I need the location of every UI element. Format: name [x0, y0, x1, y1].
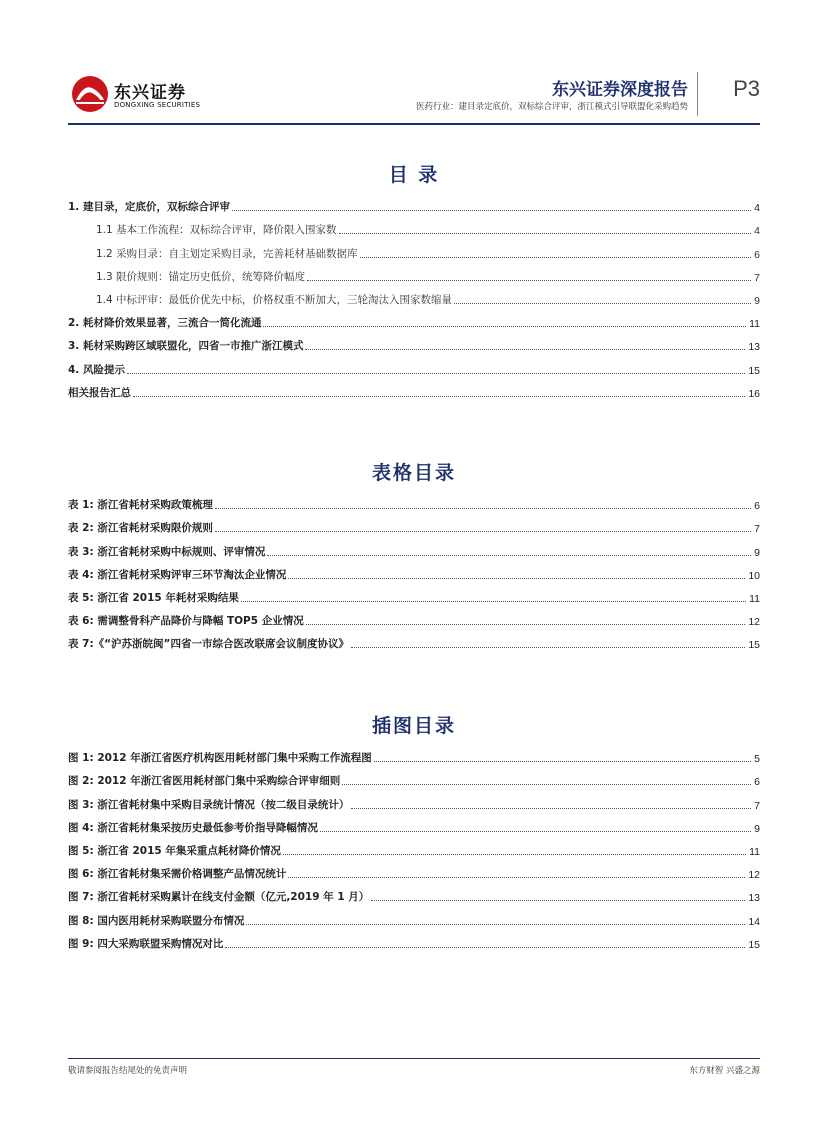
toc-entry-label: 1.1 基本工作流程：双标综合评审，降价限入围家数 — [96, 224, 337, 237]
dot-leader — [267, 555, 751, 556]
footer-slogan: 东方财智 兴盛之源 — [689, 1066, 760, 1076]
dot-leader — [241, 601, 746, 602]
figure-entry-label: 图 6: 浙江省耗材集采需价格调整产品情况统计 — [68, 868, 287, 881]
figures-toc-list — [68, 742, 760, 951]
table-entry[interactable] — [68, 559, 760, 582]
dot-leader — [127, 373, 745, 374]
dot-leader — [288, 578, 745, 579]
figure-entry-page-number: 7 — [754, 799, 760, 812]
table-entry[interactable] — [68, 535, 760, 558]
figure-entry-label: 图 3: 浙江省耗材集中采购目录统计情况（按二级目录统计） — [68, 798, 350, 811]
table-entry[interactable] — [68, 582, 760, 605]
toc-entry-label: 1.3 限价规则：锚定历史低价，统筹降价幅度 — [96, 270, 306, 283]
page-number: P3 — [733, 76, 760, 101]
header-rule — [68, 123, 760, 125]
table-entry-page-number: 11 — [749, 592, 760, 605]
figure-entry-page-number: 12 — [748, 869, 760, 882]
toc-entry-label: 1.2 采购目录：自主划定采购目录，完善耗材基础数据库 — [96, 247, 358, 260]
toc-entry[interactable] — [68, 261, 760, 284]
figure-entry-label: 图 4: 浙江省耗材集采按历史最低参考价指导降幅情况 — [68, 821, 318, 834]
figures-toc-title: 插图目录 — [371, 715, 456, 737]
toc-entry[interactable] — [68, 330, 760, 353]
table-entry[interactable] — [68, 512, 760, 535]
dot-leader — [305, 349, 745, 350]
toc-entry[interactable] — [68, 353, 760, 376]
dot-leader — [215, 508, 751, 509]
toc-entry-label: 2. 耗材降价效果显著，三流合一简化流通 — [68, 317, 262, 330]
toc-entry-page-number: 11 — [749, 318, 760, 331]
dot-leader — [371, 900, 745, 901]
figure-entry[interactable] — [68, 904, 760, 927]
figure-entry-page-number: 11 — [749, 845, 760, 858]
figure-entry[interactable] — [68, 742, 760, 765]
dot-leader — [360, 257, 752, 258]
table-entry-label: 表 4: 浙江省耗材采购评审三环节淘汰企业情况 — [68, 568, 287, 581]
dot-leader — [351, 647, 745, 648]
table-entry[interactable] — [68, 489, 760, 512]
tables-toc-list — [68, 489, 760, 651]
figure-entry-label: 图 2: 2012 年浙江省医用耗材部门集中采购综合评审细则 — [68, 775, 341, 788]
table-entry-label: 表 5: 浙江省 2015 年耗材采购结果 — [68, 591, 239, 604]
page-header — [68, 68, 760, 122]
figure-entry-label: 图 5: 浙江省 2015 年集采重点耗材降价情况 — [68, 844, 281, 857]
figure-entry[interactable] — [68, 928, 760, 951]
figure-entry[interactable] — [68, 812, 760, 835]
figure-entry-page-number: 15 — [748, 938, 760, 951]
figure-entry[interactable] — [68, 835, 760, 858]
figure-entry-page-number: 14 — [748, 915, 760, 928]
toc-entry-label: 相关报告汇总 — [68, 386, 131, 399]
table-entry-label: 表 7:《“沪苏浙皖闽”四省一市综合医改联席会议制度协议》 — [68, 638, 349, 651]
dot-leader — [351, 808, 751, 809]
dot-leader — [320, 831, 751, 832]
toc-entry-label: 1. 建目录，定底价，双标综合评审 — [68, 201, 230, 214]
footer-disclaimer: 敬请参阅报告结尾处的免责声明 — [68, 1066, 188, 1076]
table-entry-page-number: 9 — [754, 546, 760, 559]
figure-entry[interactable] — [68, 788, 760, 811]
table-entry-page-number: 12 — [748, 616, 760, 629]
figure-entry-page-number: 9 — [754, 822, 760, 835]
figure-entry-label: 图 7: 浙江省耗材采购累计在线支付金额（亿元,2019 年 1 月） — [68, 891, 370, 904]
toc-entry-page-number: 16 — [748, 387, 760, 400]
figure-entry-page-number: 6 — [754, 776, 760, 789]
figure-entry-label: 图 9: 四大采购联盟采购情况对比 — [68, 937, 224, 950]
logo-chinese-name: 东兴证券 — [114, 83, 186, 103]
figure-entry[interactable] — [68, 765, 760, 788]
toc-entry[interactable] — [68, 377, 760, 400]
table-entry-page-number: 10 — [748, 569, 760, 582]
company-logo — [70, 74, 210, 114]
figure-entry-page-number: 13 — [748, 892, 760, 905]
toc-entry[interactable] — [68, 214, 760, 237]
toc-entry[interactable] — [68, 284, 760, 307]
toc-list — [68, 191, 760, 400]
logo-english-name: DONGXING SECURITIES — [114, 101, 201, 109]
toc-entry-label: 1.4 中标评审：最低价优先中标，价格权重不断加大，三轮淘汰入围家数缩量 — [96, 293, 453, 306]
table-entry-label: 表 3: 浙江省耗材采购中标规则、评审情况 — [68, 545, 266, 558]
dot-leader — [288, 877, 745, 878]
dot-leader — [454, 303, 751, 304]
toc-entry-page-number: 4 — [754, 202, 760, 215]
tables-toc-title: 表格目录 — [371, 462, 456, 484]
toc-entry[interactable] — [68, 237, 760, 260]
dot-leader — [215, 531, 751, 532]
toc-title: 目 录 — [388, 164, 440, 186]
figure-entry-label: 图 8: 国内医用耗材采购联盟分布情况 — [68, 914, 245, 927]
toc-entry[interactable] — [68, 307, 760, 330]
dot-leader — [306, 624, 746, 625]
dot-leader — [374, 761, 751, 762]
dot-leader — [263, 326, 746, 327]
figure-entry[interactable] — [68, 858, 760, 881]
table-entry-page-number: 6 — [754, 500, 760, 513]
dot-leader — [225, 947, 745, 948]
header-divider — [697, 72, 698, 116]
toc-entry-label: 4. 风险提示 — [68, 363, 125, 376]
report-subtitle: 医药行业：建目录定底价，双标综合评审，浙江模式引导联盟化采购趋势 — [415, 102, 688, 112]
table-entry-label: 表 1: 浙江省耗材采购政策梳理 — [68, 499, 213, 512]
footer-rule — [68, 1058, 760, 1059]
logo-emblem-icon — [70, 74, 110, 114]
table-entry-page-number: 7 — [754, 523, 760, 536]
dot-leader — [232, 210, 751, 211]
table-entry[interactable] — [68, 605, 760, 628]
dot-leader — [283, 854, 746, 855]
figure-entry[interactable] — [68, 881, 760, 904]
toc-entry-page-number: 9 — [754, 294, 760, 307]
dot-leader — [342, 784, 751, 785]
report-brand-title: 东兴证券深度报告 — [552, 80, 688, 100]
table-entry[interactable] — [68, 628, 760, 651]
dot-leader — [307, 280, 751, 281]
toc-entry-page-number: 13 — [748, 341, 760, 354]
toc-entry-page-number: 15 — [748, 364, 760, 377]
figure-entry-label: 图 1: 2012 年浙江省医疗机构医用耗材部门集中采购工作流程图 — [68, 752, 372, 765]
toc-entry-page-number: 4 — [754, 225, 760, 238]
figure-entry-page-number: 5 — [754, 753, 760, 766]
dot-leader — [246, 924, 745, 925]
table-entry-label: 表 6: 需调整骨科产品降价与降幅 TOP5 企业情况 — [68, 615, 304, 628]
toc-entry-label: 3. 耗材采购跨区域联盟化，四省一市推广浙江模式 — [68, 340, 304, 353]
toc-entry-page-number: 7 — [754, 271, 760, 284]
dot-leader — [339, 233, 752, 234]
toc-entry-page-number: 6 — [754, 248, 760, 261]
toc-entry[interactable] — [68, 191, 760, 214]
dot-leader — [133, 396, 745, 397]
table-entry-label: 表 2: 浙江省耗材采购限价规则 — [68, 522, 213, 535]
table-entry-page-number: 15 — [748, 639, 760, 652]
